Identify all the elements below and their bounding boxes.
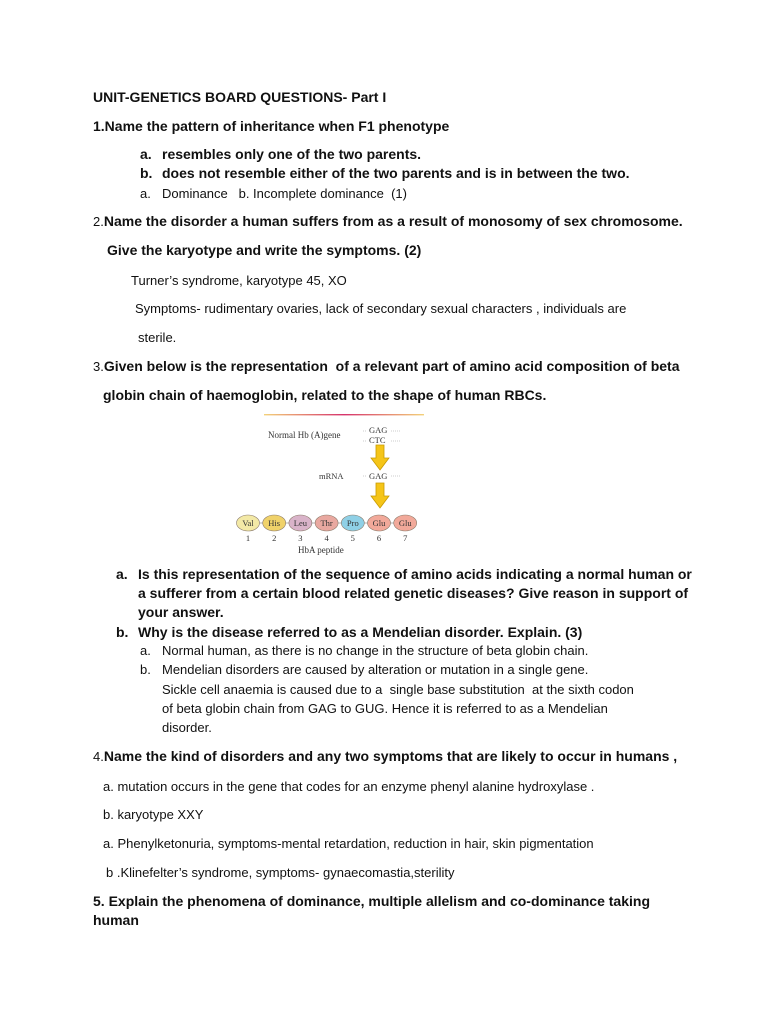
q2-question-line2: Give the karyotype and write the symptoms. (2) <box>107 242 422 258</box>
q3-part-b-marker: b. <box>116 624 129 640</box>
q5-question-line1: 5. Explain the phenomena of dominance, multiple allelism and co-dominance taking <box>93 893 650 909</box>
amino-acid-name: Thr <box>320 518 333 528</box>
q4-question-text: Name the kind of disorders and any two symptoms that are likely to occur in humans , <box>103 748 678 764</box>
amino-acid-name: Val <box>242 518 254 528</box>
amino-acid-number: 6 <box>376 533 382 543</box>
q1-answer-text: Dominance b. Incomplete dominance (1) <box>162 186 407 201</box>
q3-part-b <box>116 624 582 641</box>
q3-answer-b-line4: disorder. <box>162 720 212 735</box>
q3-question-line1 <box>93 358 680 375</box>
q2-number: 2. <box>93 214 104 229</box>
q1-part-b <box>140 165 630 182</box>
q2-answer-line3: sterile. <box>138 330 177 345</box>
amino-acid-number: 1 <box>245 533 251 543</box>
mrna-codon: GAG <box>369 471 388 481</box>
gene-label: Normal Hb (A)gene <box>268 430 341 440</box>
q2-answer-line1: Turner’s syndrome, karyotype 45, XO <box>131 273 347 288</box>
q4-part-a: a. mutation occurs in the gene that codes for an enzyme phenyl alanine hydroxylase . <box>103 779 595 794</box>
q1-part-a-text: resembles only one of the two parents. <box>162 146 422 162</box>
codon-bottom: CTC <box>369 435 386 445</box>
q1-answer <box>140 186 407 202</box>
amino-acid-number: 5 <box>350 533 355 543</box>
q3-answer-a-marker: a. <box>140 643 151 658</box>
q3-answer-b-line3: of beta globin chain from GAG to GUG. Hence it is referred to as a Mendelian <box>162 701 608 716</box>
q2-question-line1 <box>93 213 683 230</box>
q3-answer-a <box>140 643 588 659</box>
amino-acid-number: 7 <box>403 533 408 543</box>
q3-question-line2: globin chain of haemoglobin, related to the shape of human RBCs. <box>103 387 547 403</box>
q4-part-b: b. karyotype XXY <box>103 807 204 822</box>
q2-question-text: Name the disorder a human suffers from as a result of monosomy of sex chromosome. <box>103 213 683 229</box>
q3-number: 3. <box>93 359 104 374</box>
q3-part-a-line2: a sufferer from a certain blood related genetic diseases? Give reason in support of <box>138 585 689 601</box>
mrna-label: mRNA <box>319 471 344 481</box>
figure-top-rule <box>264 414 424 415</box>
q1-part-b-text: does not resemble either of the two parents and is in between the two. <box>162 165 630 181</box>
q2-answer-line2: Symptoms- rudimentary ovaries, lack of secondary sexual characters , individuals are <box>135 301 627 316</box>
amino-acid-name: Leu <box>293 518 308 528</box>
q3-answer-b-line1: Mendelian disorders are caused by alteration or mutation in a single gene. <box>162 662 589 677</box>
peptide-label: HbA peptide <box>298 545 344 555</box>
arrow-down-icon <box>371 483 389 508</box>
q3-answer-b-marker: b. <box>140 662 151 677</box>
page-title: UNIT-GENETICS BOARD QUESTIONS- Part I <box>93 89 387 105</box>
amino-acid-number: 2 <box>272 533 277 543</box>
q1-question: 1.Name the pattern of inheritance when F1 phenotype <box>93 118 450 134</box>
q3-part-a-marker: a. <box>116 566 128 582</box>
q3-part-b-line1: Why is the disease referred to as a Mendelian disorder. Explain. (3) <box>138 624 583 640</box>
amino-acid-name: Glu <box>372 518 386 528</box>
arrow-down-icon <box>371 445 389 470</box>
q3-part-a <box>116 566 692 583</box>
amino-acid-name: Pro <box>346 518 359 528</box>
q1-part-a-marker: a. <box>140 146 152 162</box>
q4-number: 4. <box>93 749 104 764</box>
hba-gene-figure <box>236 412 426 558</box>
amino-acid-name: His <box>268 518 281 528</box>
codon-top: GAG <box>369 425 388 435</box>
peptide-chain <box>237 515 417 543</box>
q3-part-a-line3: your answer. <box>138 604 224 620</box>
q3-part-a-line1: Is this representation of the sequence of amino acids indicating a normal human or <box>138 566 692 582</box>
q1-part-b-marker: b. <box>140 165 153 181</box>
q1-answer-marker: a. <box>140 186 151 201</box>
amino-acid-name: Glu <box>398 518 412 528</box>
amino-acid-number: 4 <box>324 533 329 543</box>
amino-acid-number: 3 <box>298 533 303 543</box>
q3-answer-b-line2: Sickle cell anaemia is caused due to a single base substitution at the sixth codon <box>162 682 634 697</box>
q3-answer-b <box>140 662 588 678</box>
q1-part-a <box>140 146 421 163</box>
q4-answer-a: a. Phenylketonuria, symptoms-mental retardation, reduction in hair, skin pigmentation <box>103 836 594 851</box>
q3-question-text: Given below is the representation of a relevant part of amino acid composition of beta <box>103 358 680 374</box>
q4-question <box>93 748 677 765</box>
q4-answer-b: b .Klinefelter’s syndrome, symptoms- gynaecomastia,sterility <box>106 865 455 880</box>
q3-answer-a-line1: Normal human, as there is no change in the structure of beta globin chain. <box>162 643 589 658</box>
q5-question-line2: human <box>93 912 139 928</box>
